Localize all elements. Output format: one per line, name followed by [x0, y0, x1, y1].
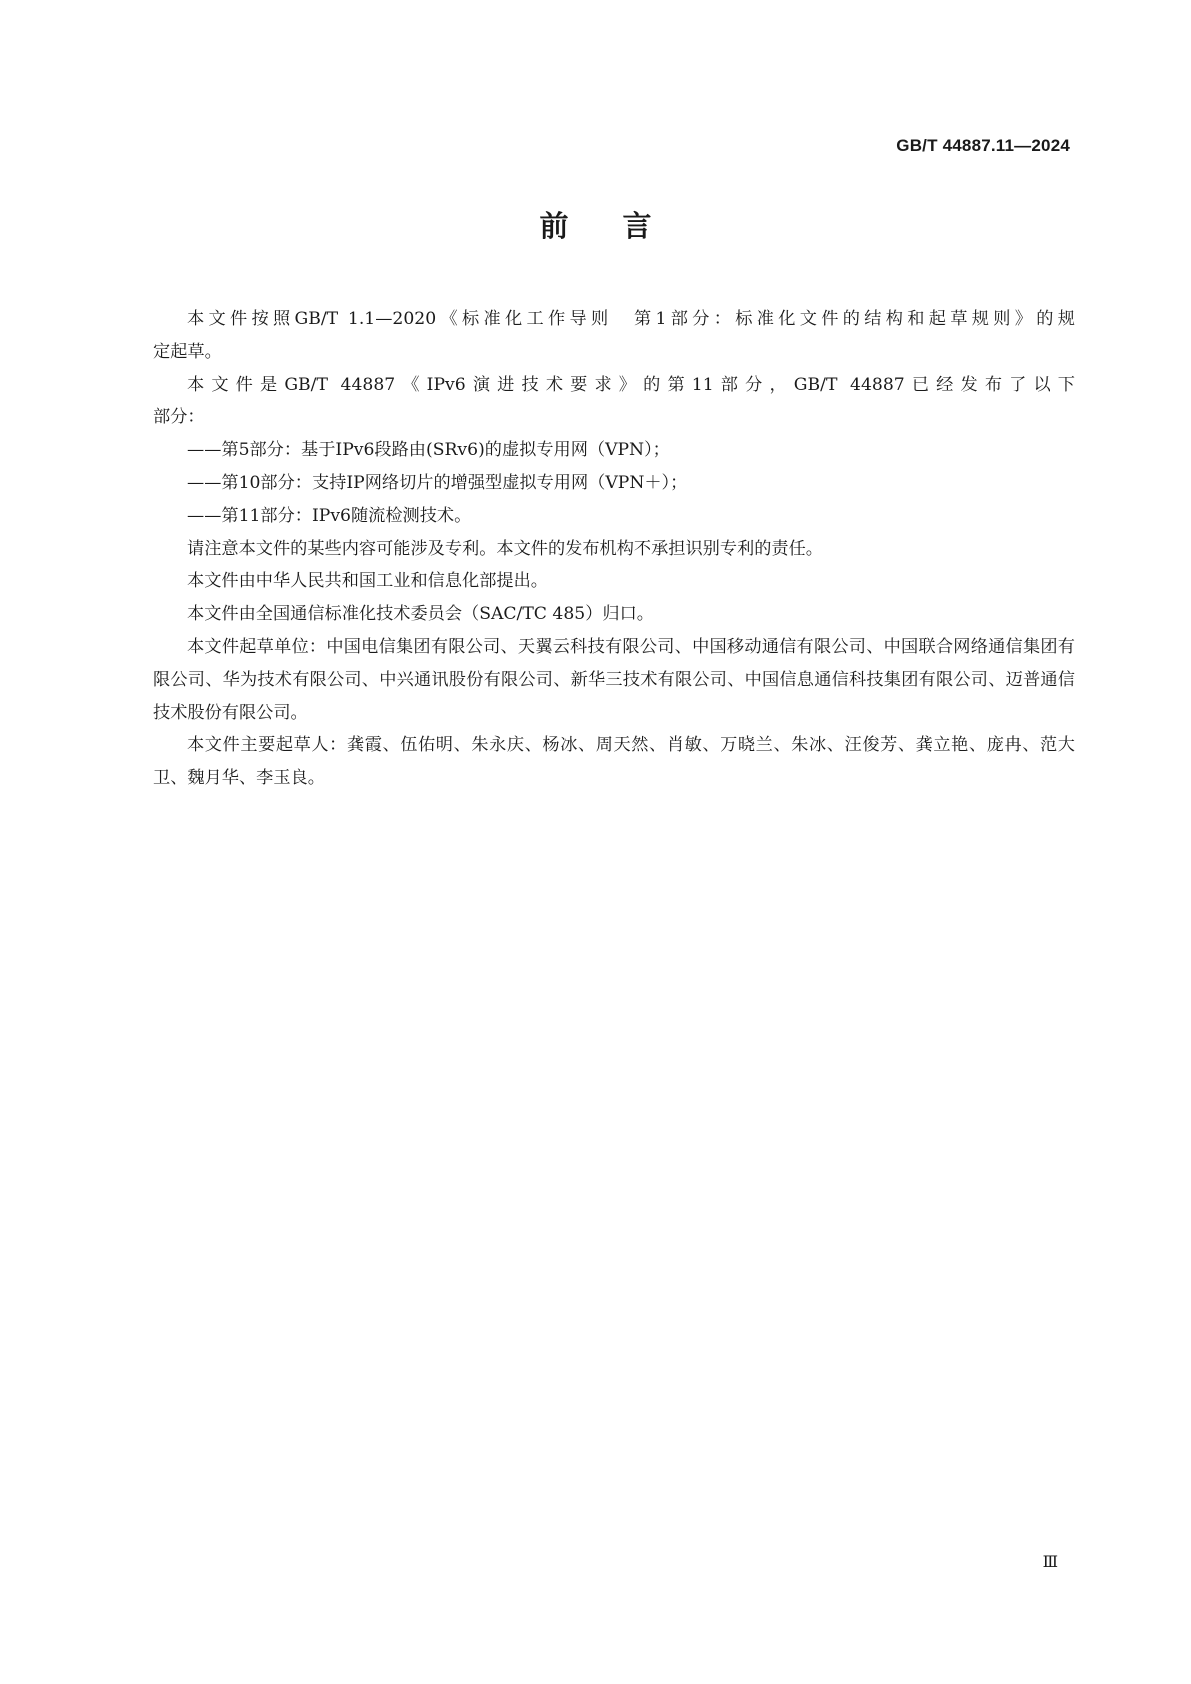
paragraph-drafters: 本文件主要起草人：龚霞、伍佑明、朱永庆、杨冰、周天然、肖敏、万晓兰、朱冰、汪俊芳、龚立艳、庞冉、范大卫、魏月华、李玉良。 [153, 735, 1075, 789]
paragraph-proposer: 本文件由中华人民共和国工业和信息化部提出。 [187, 571, 548, 592]
paragraph-series-part-cont: 部分： [153, 407, 205, 428]
paragraph-drafting-rules-cont: 定起草。 [153, 341, 222, 362]
foreword-body [153, 303, 1075, 795]
list-item: ——第11部分：IPv6随流检测技术。 [187, 505, 472, 526]
list-item: ——第5部分：基于IPv6段路由(SRv6)的虚拟专用网（VPN）； [187, 440, 670, 461]
paragraph-centralized-unit: 本文件由全国通信标准化技术委员会（SAC/TC 485）归口。 [187, 604, 654, 625]
paragraph-drafting-rules: 本文件按照GB/T 1.1—2020《标准化工作导则 第1部分：标准化文件的结构和起草规则》的规 [187, 309, 1075, 329]
page-number: Ⅲ [1042, 1552, 1058, 1571]
standard-number: GB/T 44887.11—2024 [896, 136, 1070, 155]
paragraph-drafting-units: 本文件起草单位：中国电信集团有限公司、天翼云科技有限公司、中国移动通信有限公司、中国联合网络通信集团有限公司、华为技术有限公司、中兴通讯股份有限公司、新华三技术有限公司、中国信息通信科技集团有限公司、迈普通信技术股份有限公司。 [153, 636, 1075, 723]
foreword-title: 前言 [539, 209, 706, 243]
paragraph-series-part: 本文件是GB/T 44887《IPv6演进技术要求》的第11部分，GB/T 44887已经发布了以下 [187, 374, 1075, 395]
list-item: ——第10部分：支持IP网络切片的增强型虚拟专用网（VPN＋）； [187, 472, 688, 493]
paragraph-patent-notice: 请注意本文件的某些内容可能涉及专利。本文件的发布机构不承担识别专利的责任。 [187, 538, 823, 559]
